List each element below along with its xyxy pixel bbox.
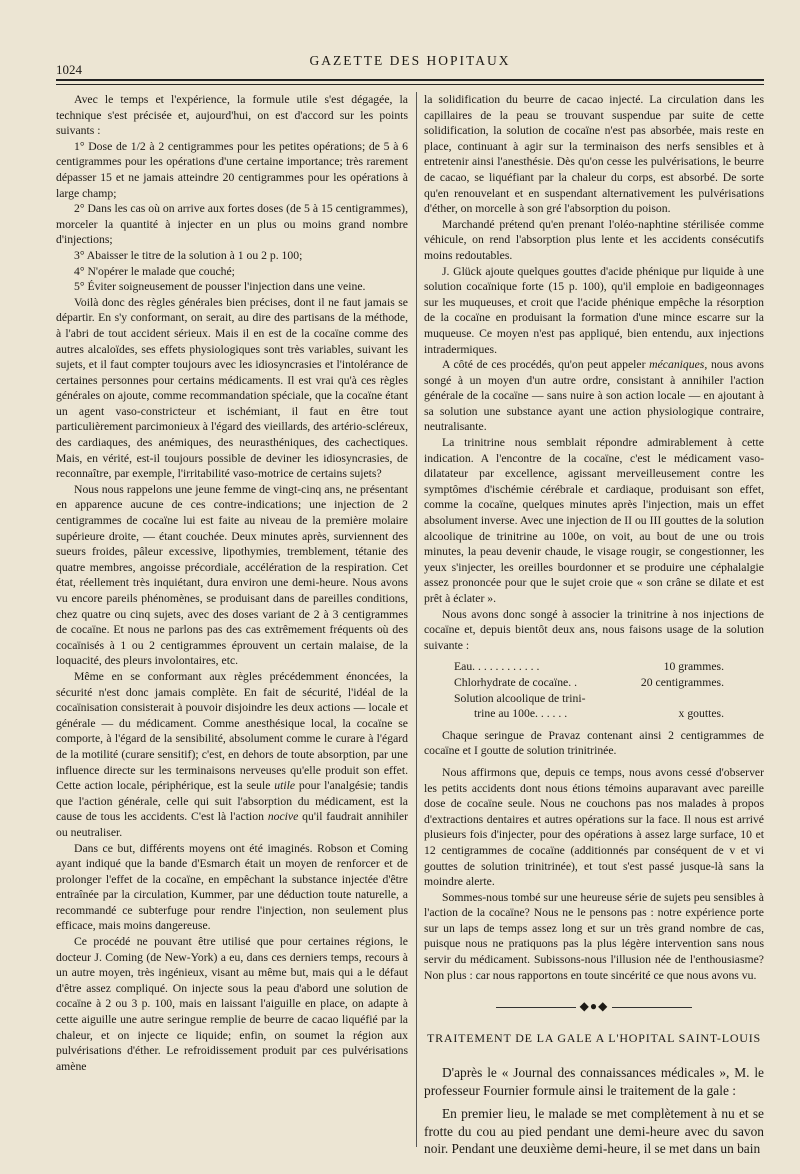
text-run: Même en se conformant aux règles précédemment énoncées, la sécurité n'est donc jamais complète. En fait de sécurité, l'idéal de la cocaïnisation consisterait à pouvoir disjoindre les deux actions — locale et générale — du médicament. Comme anesthésique local, la cocaïne se comporte, à l'égard de la sensibilité, absolument comme le curare à l'égard de la motilité (curare sensitif); c'est, en dehors de toute absorption, par une influence directe sur les terminaisons nerveuses qu'elle produit son effet. Cette action locale, périphérique, est la seule: [56, 669, 408, 793]
emphasis: mécaniques: [649, 358, 705, 372]
paragraph: En premier lieu, le malade se met complètement à nu et se frotte du cou au pied pendant une demi-heure avec du savon noir. Pendant une deuxième demi-heure, il se met dans un bain: [424, 1106, 764, 1157]
paragraph: Ce procédé ne pouvant être utilisé que pour certaines régions, le docteur J. Coming (de New-York) a eu, dans ces derniers temps, recours à un autre moyen, très ingénieux, visant au même but, mais qui a le défaut d'être assez compliqué. On injecte sous la peau d'abord une solution de cocaïne à 2 ou 3 p. 100, mais en laissant l'aiguille en place, on adapte à cette aiguille une autre seringue remplie de beurre de cacao liquéfié par la chaleur, et on injecte ce liquide; enfin, on soumet la région aux pulvérisations d'éther. Le refroidissement produit par ces pulvérisations amène: [56, 935, 408, 1073]
paragraph: J. Glück ajoute quelques gouttes d'acide phénique pur liquide à une solution cocaïnique forte (15 p. 100), qu'il emploie en badigeonnages sur les muqueuses, et croit que l'acide phénique empêche la résorption de la cocaïne en produisant la formation d'une mince escarre sur la muqueuse. Ce moyen n'est pas appliqué, bien entendu, aux injections intradermiques.: [424, 264, 764, 356]
list-item: 2° Dans les cas où on arrive aux fortes doses (de 5 à 15 centigrammes), morceler la quantité à injecter en un plus ou moins grand nombre d'injections;: [56, 202, 408, 247]
journal-title: GAZETTE DES HOPITAUX: [309, 53, 511, 68]
paragraph: Nous affirmons que, depuis ce temps, nous avons cessé d'observer les petits accidents dont nous étions témoins auparavant avec pareille dose de cocaïne seule. Nous ne couchons pas nos malades à propos d'extractions dentaires et autres opérations sur la face. Il nous est arrivé plusieurs fois d'injecter, pour des opérations à assez large surface, 10 et 12 centigrammes de cocaïne (additionnés par conséquent de v et vi gouttes de solution trinitrinée), et tout s'est passé jusque-là sans la moindre alerte.: [424, 765, 764, 889]
text-run: , nous avons songé à un moyen d'un autre ordre, consistant à annihiler l'action générale de la cocaïne — sans nuire à son action locale — en ajoutant à sa solution une substance ayant une action physiologique contraire, neutralisante.: [424, 358, 764, 434]
paragraph: D'après le « Journal des connaissances médicales », M. le professeur Fournier formule ainsi le traitement de la gale :: [424, 1065, 764, 1098]
ingredient: Eau. . . . . . . . . . . .: [454, 660, 540, 674]
paragraph: Marchandé prétend qu'en prenant l'oléo-naphtine stérilisée comme véhicule, on rend l'absorption plus lente et les accidents consécutifs moins redoutables.: [424, 217, 764, 262]
formula-line: [454, 706, 764, 722]
emphasis: utile: [274, 779, 296, 793]
paragraph: [424, 357, 764, 435]
paragraph: Voilà donc des règles générales bien précises, dont il ne faut jamais se départir. En s'y conformant, on serait, au dire des partisans de la méthode, à l'abri de tout accident sérieux. Mais il en est de la cocaïne comme des autres alcaloïdes, ses effets physiologiques sont très variables, suivant les sujets, et il faut compter toujours avec les idiosyncrasies et l'intolérance de certaines personnes pour certains médicaments. Il est vrai qu'à ces règles générales on ajoute, comme recommandation spéciale, que la cocaïne étant un agent vaso-constricteur et ischémiant, il faut en être tout particulièrement parcimonieux à l'égard des vieillards, des artério-scléreux, des cardiaques, des anémiques, des neurasthéniques, des cachectiques. Mais, en vérité, est-il toujours possible de deviner les idiosyncrasies, de reconnaître, par exemple, l'irritabilité vaso-motrice de certains sujets?: [56, 295, 408, 481]
right-column: [424, 92, 764, 1158]
quantity: 20 centigrammes.: [640, 675, 724, 689]
paragraph: [56, 669, 408, 841]
formula-line: [454, 691, 764, 707]
section-ornament: ◆●◆: [424, 999, 764, 1015]
header-rule-thick: [56, 79, 764, 81]
section-title: TRAITEMENT DE LA GALE A L'HOPITAL SAINT-LOUIS: [426, 1030, 762, 1045]
ingredient: trine au 100e. . . . . .: [474, 707, 568, 721]
paragraph: Sommes-nous tombé sur une heureuse série de sujets peu sensibles à l'action de la cocaïne? Nous ne le pensons pas : notre expérience porte sur un laps de temps assez long et sur un très grand nombre de cas, puisque nous ne pratiquons pas la plus légère intervention sans nous servir du médicament. Subissons-nous l'illusion née de l'enthousiasme? Non plus : car nous rapportons en toute sincérité ce que nous avons vu.: [424, 890, 764, 982]
paragraph: la solidification du beurre de cacao injecté. La circulation dans les capillaires de la peau se trouvant suspendue par suite de cette solidification, la solution de cocaïne n'est pas absorbée, mais reste en place, continuant à agir sur la terminaison des nerfs sensibles et à entretenir ainsi l'anesthésie. Dès qu'on cesse les pulvérisations, le beurre de cacao, se liquéfiant par la chaleur du corps, est absorbé. De sorte qu'en renouvelant et en suspendant alternativement les pulvérisations d'éther, on morcelle à son gré l'absorption du poison.: [424, 93, 764, 216]
column-divider: [416, 92, 417, 1147]
formula-line: [454, 659, 764, 675]
ingredient: Chlorhydrate de cocaïne. .: [454, 675, 577, 689]
formula: [454, 659, 764, 721]
quantity: 10 grammes.: [663, 660, 724, 674]
paragraph: La trinitrine nous semblait répondre admirablement à cette indication. A l'encontre de la cocaïne, c'est le médicament vaso-dilatateur par excellence, agissant merveilleusement contre les symptômes d'ischémie cérébrale et cardiaque, produisant son effet, comme la cocaïne, quelques minutes après l'injection, mais un effet absolument inverse. Avec une injection de II ou III gouttes de la solution alcoolique de trinitrine au 100e, on voit, au bout de une ou trois minutes, la peau devenir chaude, le visage rougir, se congestionner, les yeux s'injecter, les oreilles bourdonner et se produire une céphalalgie assez prononcée pour que le sujet croie que « son crâne se dilate et est prêt à éclater ».: [424, 436, 764, 605]
page-number: 1024: [56, 62, 82, 77]
left-column: [56, 92, 408, 1074]
paragraph: Dans ce but, différents moyens ont été imaginés. Robson et Coming ayant indiqué que la bande d'Esmarch était un moyen de renforcer et de prolonger l'effet de la cocaïne, en empêchant la substance injectée d'être entraînée par la circulation, Kummer, par une déduction toute naturelle, a recommandé ce subterfuge pour rendre l'injection, non seulement plus efficace, mais moins dangereuse.: [56, 841, 408, 933]
list-item: 4° N'opérer le malade que couché;: [74, 264, 235, 278]
ingredient: Solution alcoolique de trini-: [454, 691, 586, 705]
text-run: A côté de ces procédés, qu'on peut appeler: [442, 358, 650, 372]
text-run: qu'il faudrait annihiler ou neutraliser.: [56, 810, 408, 839]
paragraph: Nous nous rappelons une jeune femme de vingt-cinq ans, ne présentant en apparence aucune de ces contre-indications; une injection de 2 centigrammes de cocaïne lui est faite au niveau de la première molaire supérieure droite, — étant couchée. Deux minutes après, surviennent des sueurs froides, pâleur excessive, lipothymies, tremblement, tétanie des quatre membres, angoisse précordiale, accélération de la respiration. Cet état, réellement très inquiétant, dura environ une demi-heure. Nous avons vu encore pareils phénomènes, se produisant dans de pareilles conditions, chez quatre ou cinq sujets, avec des doses variant de 2 à 3 centigrammes de cocaïne. Et nous ne parlons pas des cas extrêmement fréquents où des cocaïnisés à 1 ou 2 centigrammes éprouvent un certain malaise, de la loquacité, des pleurs involontaires, etc.: [56, 482, 408, 668]
paragraph: Chaque seringue de Pravaz contenant ainsi 2 centigrammes de cocaïne et I goutte de solution trinitrinée.: [424, 728, 764, 758]
formula-line: [454, 675, 764, 691]
text-run: pour l'analgésie; tandis que l'action générale, celle qui suit l'absorption du médicament, est la cause de tous les accidents. C'est là l'action: [56, 779, 408, 824]
list-item: 5° Éviter soigneusement de pousser l'injection dans une veine.: [74, 280, 366, 294]
paragraph: Nous avons donc songé à associer la trinitrine à nos injections de cocaïne et, depuis bientôt deux ans, nous faisons usage de la solution suivante :: [424, 607, 764, 652]
header-rule-thin: [56, 84, 764, 85]
quantity: x gouttes.: [678, 707, 724, 721]
page-header: [56, 48, 764, 76]
list-item: 1° Dose de 1/2 à 2 centigrammes pour les petites opérations; de 5 à 6 centigrammes pour les opérations d'une certaine importance; très rarement dépasser 15 et ne jamais atteindre 20 centigrammes pour les opérations à large champ;: [56, 139, 408, 200]
rules-list: [56, 139, 408, 295]
list-item: 3° Abaisser le titre de la solution à 1 ou 2 p. 100;: [74, 248, 303, 262]
paragraph: Avec le temps et l'expérience, la formule utile s'est dégagée, la technique s'est précisée et, aujourd'hui, on est d'accord sur les points suivants :: [56, 93, 408, 138]
emphasis: nocive: [267, 810, 299, 824]
